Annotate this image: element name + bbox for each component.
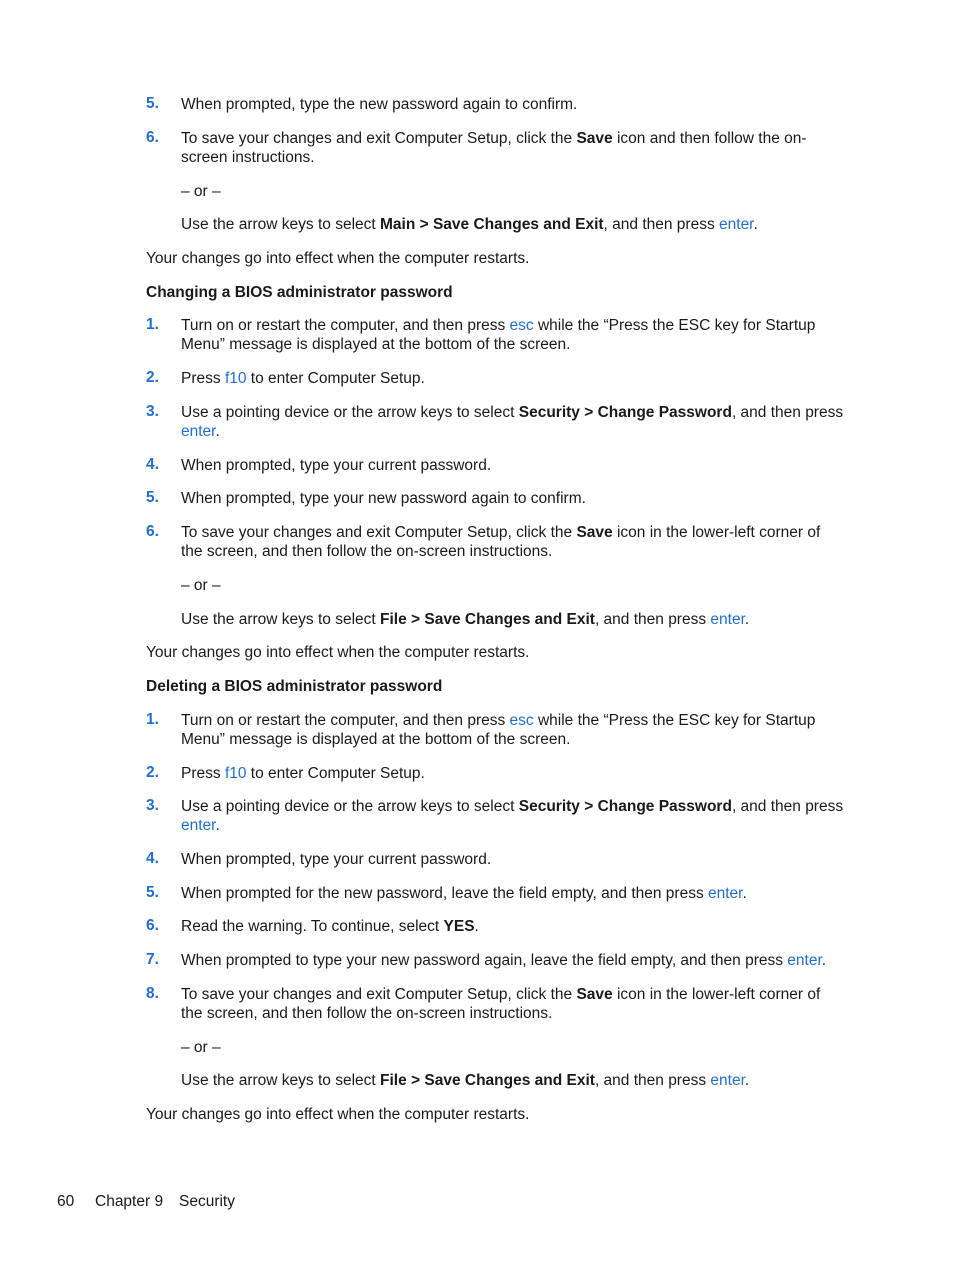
or-separator: – or – <box>181 577 221 594</box>
step-number: 7. <box>146 951 159 968</box>
key-f10: f10 <box>224 370 247 387</box>
key-esc: esc <box>509 317 534 334</box>
alternative-instruction: Use the arrow keys to select File > Save Changes and Exit, and then press enter. <box>181 1072 750 1089</box>
step-text: When prompted, type your new password again to confirm. <box>181 490 586 507</box>
step-text: Turn on or restart the computer, and then press esc while the “Press the ESC key for Startup <box>181 317 816 334</box>
key-f10: f10 <box>224 765 247 782</box>
effect-note: Your changes go into effect when the computer restarts. <box>146 250 530 267</box>
step-number: 2. <box>146 764 159 781</box>
footer-title: Security <box>179 1193 235 1210</box>
key-enter: enter <box>719 216 754 233</box>
step-number: 4. <box>146 850 159 867</box>
step-number: 2. <box>146 369 159 386</box>
step-number: 6. <box>146 917 159 934</box>
step-text: Read the warning. To continue, select YES. <box>181 918 479 935</box>
step-text: When prompted, type your current password. <box>181 851 492 868</box>
alternative-instruction: Use the arrow keys to select File > Save Changes and Exit, and then press enter. <box>181 611 750 628</box>
step-text-continued: Menu” message is displayed at the bottom of the screen. <box>181 336 571 353</box>
alternative-instruction: Use the arrow keys to select Main > Save Changes and Exit, and then press enter. <box>181 216 758 233</box>
step-text: Use a pointing device or the arrow keys to select Security > Change Password, and then press <box>181 404 844 421</box>
key-enter: enter <box>787 952 822 969</box>
step-text-continued: enter. <box>181 423 220 440</box>
step-text: To save your changes and exit Computer Setup, click the Save icon and then follow the on- <box>181 130 807 147</box>
step-number: 1. <box>146 316 159 333</box>
effect-note: Your changes go into effect when the computer restarts. <box>146 644 530 661</box>
step-text-continued: Menu” message is displayed at the bottom of the screen. <box>181 731 571 748</box>
step-text: Press f10 to enter Computer Setup. <box>181 370 425 387</box>
step-text-continued: screen instructions. <box>181 149 315 166</box>
step-text: Press f10 to enter Computer Setup. <box>181 765 425 782</box>
step-number: 3. <box>146 797 159 814</box>
step-number: 1. <box>146 711 159 728</box>
step-number: 8. <box>146 985 159 1002</box>
step-number: 6. <box>146 129 159 146</box>
step-text: To save your changes and exit Computer Setup, click the Save icon in the lower-left corner of <box>181 986 821 1003</box>
step-text: To save your changes and exit Computer Setup, click the Save icon in the lower-left corner of <box>181 524 821 541</box>
section-heading: Changing a BIOS administrator password <box>146 284 453 301</box>
step-number: 4. <box>146 456 159 473</box>
step-number: 5. <box>146 884 159 901</box>
step-number: 5. <box>146 489 159 506</box>
page-number: 60 <box>57 1193 75 1210</box>
key-enter: enter <box>708 885 743 902</box>
step-number: 3. <box>146 403 159 420</box>
step-text: When prompted, type the new password again to confirm. <box>181 96 578 113</box>
section-heading: Deleting a BIOS administrator password <box>146 678 443 695</box>
step-text: When prompted for the new password, leave the field empty, and then press enter. <box>181 885 747 902</box>
or-separator: – or – <box>181 183 221 200</box>
step-text: Turn on or restart the computer, and then press esc while the “Press the ESC key for Startup <box>181 712 816 729</box>
key-enter: enter <box>181 423 216 440</box>
step-text: Use a pointing device or the arrow keys to select Security > Change Password, and then press <box>181 798 844 815</box>
step-text-continued: the screen, and then follow the on-screen instructions. <box>181 543 553 560</box>
or-separator: – or – <box>181 1039 221 1056</box>
step-number: 5. <box>146 95 159 112</box>
key-enter: enter <box>710 611 745 628</box>
step-text: When prompted, type your current password. <box>181 457 492 474</box>
key-enter: enter <box>710 1072 745 1089</box>
step-text: When prompted to type your new password again, leave the field empty, and then press enter. <box>181 952 827 969</box>
step-number: 6. <box>146 523 159 540</box>
step-text-continued: the screen, and then follow the on-screen instructions. <box>181 1005 553 1022</box>
effect-note: Your changes go into effect when the computer restarts. <box>146 1106 530 1123</box>
footer-chapter: Chapter 9 <box>95 1193 164 1210</box>
key-enter: enter <box>181 817 216 834</box>
key-esc: esc <box>509 712 534 729</box>
step-text-continued: enter. <box>181 817 220 834</box>
